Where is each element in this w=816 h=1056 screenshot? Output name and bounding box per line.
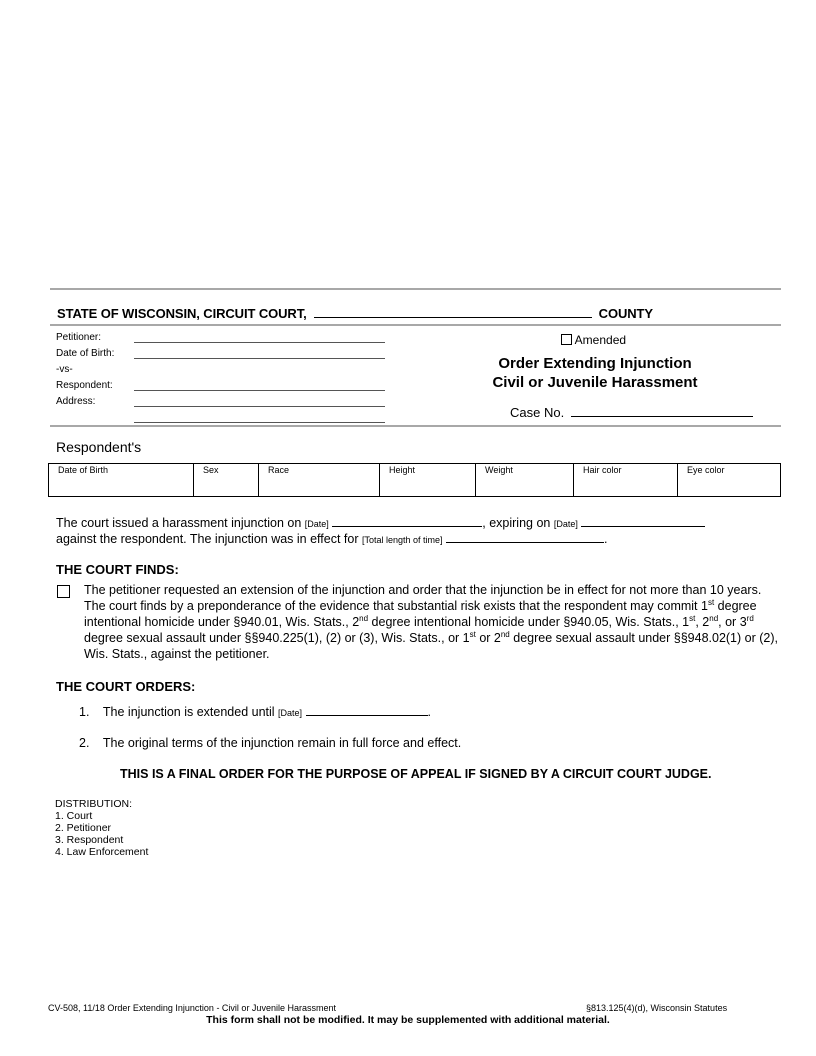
court-header xyxy=(57,305,777,321)
form-title-line1: Order Extending Injunction xyxy=(498,355,692,372)
desc-cell-height[interactable] xyxy=(380,464,476,496)
county-label: COUNTY xyxy=(598,306,653,321)
distribution-item: 2. Petitioner xyxy=(55,822,112,834)
amended-option[interactable] xyxy=(561,333,626,347)
form-title-line2: Civil or Juvenile Harassment xyxy=(492,374,698,391)
length-tag: [Total length of time] xyxy=(362,535,443,545)
distribution-item: 3. Respondent xyxy=(55,834,124,846)
expiring-text: , expiring on xyxy=(482,516,551,530)
order-item-2 xyxy=(79,735,461,751)
header-rule xyxy=(50,324,781,326)
court-finds-heading: THE COURT FINDS: xyxy=(56,562,179,577)
label-respondent: Respondent: xyxy=(56,380,113,391)
amended-label: Amended xyxy=(574,333,627,347)
address-line2-field[interactable] xyxy=(134,410,385,423)
case-number xyxy=(510,404,753,420)
desc-cell-race[interactable] xyxy=(259,464,380,496)
extended-until-field[interactable] xyxy=(306,703,428,716)
total-length-field[interactable] xyxy=(446,530,604,543)
distribution-item: 1. Court xyxy=(55,810,93,822)
label-petitioner: Petitioner: xyxy=(56,332,102,343)
effect-text: against the respondent. The injunction was in effect for xyxy=(56,532,359,546)
desc-cell-sex[interactable] xyxy=(194,464,259,496)
desc-label-weight: Weight xyxy=(485,465,513,475)
order-text: The injunction is extended until xyxy=(102,705,275,719)
issued-text: The court issued a harassment injunction on xyxy=(56,516,302,530)
desc-label-sex: Sex xyxy=(203,465,219,475)
distribution-heading: DISTRIBUTION: xyxy=(55,798,133,810)
petitioner-dob-field[interactable] xyxy=(134,346,385,359)
respondent-description-table xyxy=(48,463,781,497)
case-no-field[interactable] xyxy=(571,404,753,417)
amended-checkbox[interactable] xyxy=(561,334,572,345)
petitioner-field[interactable] xyxy=(134,330,385,343)
footer-statute: §813.125(4)(d), Wisconsin Statutes xyxy=(586,1003,728,1013)
period: . xyxy=(427,705,432,719)
distribution-block xyxy=(55,798,148,858)
label-address: Address: xyxy=(56,396,96,407)
label-vs: -vs- xyxy=(56,364,73,375)
final-order-notice: THIS IS A FINAL ORDER FOR THE PURPOSE OF APPEAL IF SIGNED BY A CIRCUIT COURT JUDGE. xyxy=(120,767,712,781)
order-number: 2. xyxy=(79,736,90,750)
order-number: 1. xyxy=(79,705,90,719)
finding-text: The petitioner requested an extension of the injunction and order that the injunction be in effect for not more than 10 years. The court finds by a preponderance of the evidence that substantial risk exists that the respondent may commit 1st degree intentional homicide under §940.01, Wis. Stats., 2nd degree intentional homicide under §940.05, Wis. Stats., 1st, 2nd, or 3rd degree sexual assault under §§940.225(1), (2) or (3), Wis. Stats., or 1st or 2nd degree sexual assault under §§948.02(1) or (2), Wis. Stats., against the petitioner. xyxy=(84,583,778,661)
footer-form-id: CV-508, 11/18 Order Extending Injunction - Civil or Juvenile Harassment xyxy=(48,1003,336,1013)
top-rule xyxy=(50,288,781,290)
desc-label-eye-color: Eye color xyxy=(687,465,725,475)
state-court-label: STATE OF WISCONSIN, CIRCUIT COURT, xyxy=(57,306,307,321)
desc-cell-dob[interactable] xyxy=(49,464,194,496)
respondent-description-heading: Respondent's xyxy=(56,439,142,455)
desc-cell-hair-color[interactable] xyxy=(574,464,678,496)
extended-date-tag: [Date] xyxy=(278,708,303,718)
order-text: The original terms of the injunction remain in full force and effect. xyxy=(102,736,462,750)
case-no-label: Case No. xyxy=(510,405,565,420)
distribution-item: 4. Law Enforcement xyxy=(55,846,149,858)
address-line1-field[interactable] xyxy=(134,394,385,407)
desc-label-race: Race xyxy=(268,465,290,475)
court-orders-heading: THE COURT ORDERS: xyxy=(56,679,196,694)
issued-date-tag: [Date] xyxy=(304,519,329,529)
expiring-date-tag: [Date] xyxy=(553,519,578,529)
expiring-date-field[interactable] xyxy=(581,514,705,527)
issued-date-field[interactable] xyxy=(332,514,482,527)
label-date-of-birth: Date of Birth: xyxy=(56,348,115,359)
desc-label-dob: Date of Birth xyxy=(58,465,109,475)
desc-label-height: Height xyxy=(389,465,416,475)
desc-label-hair-color: Hair color xyxy=(583,465,622,475)
footer-notice: This form shall not be modified. It may be supplemented with additional material. xyxy=(206,1014,610,1026)
respondent-field[interactable] xyxy=(134,378,385,391)
period: . xyxy=(604,532,608,546)
order-item-1 xyxy=(79,703,431,721)
finding-checkbox[interactable] xyxy=(57,585,70,598)
desc-cell-eye-color[interactable] xyxy=(678,464,780,496)
caption-bottom-rule xyxy=(50,425,781,427)
desc-cell-weight[interactable] xyxy=(476,464,574,496)
county-field[interactable] xyxy=(314,305,592,318)
injunction-info-line2 xyxy=(56,530,786,548)
